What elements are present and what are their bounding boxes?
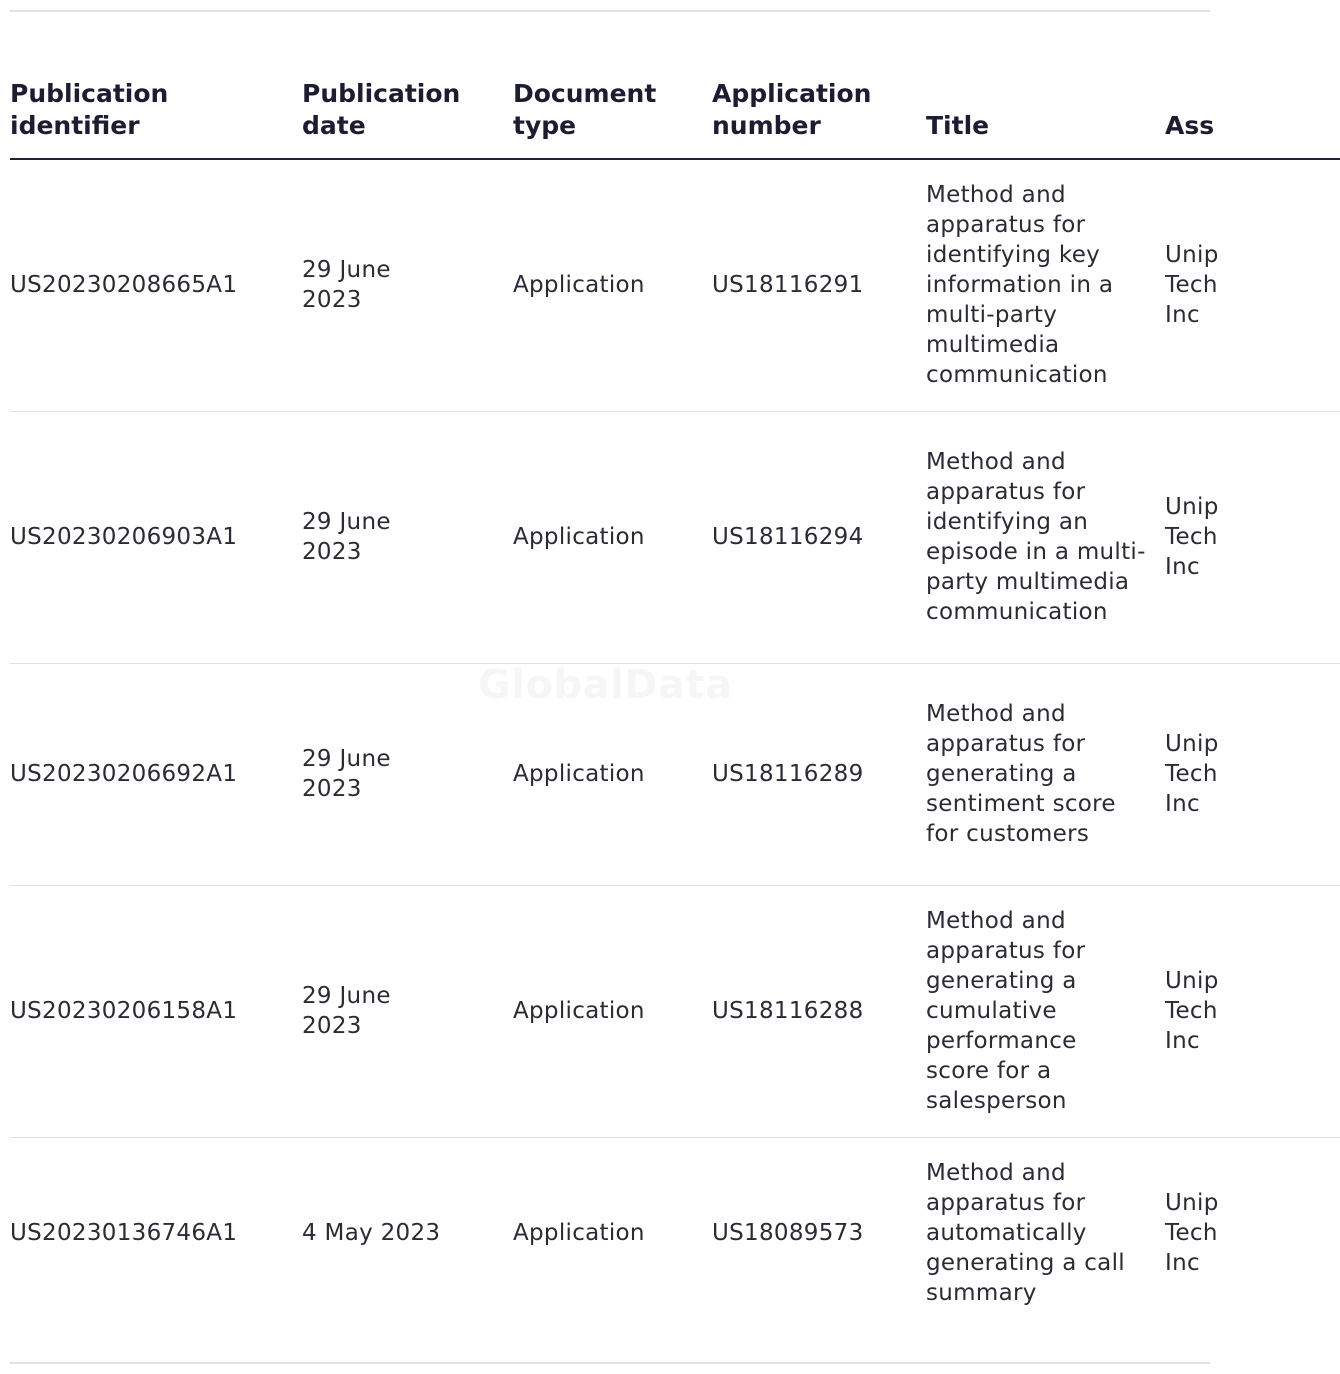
cell-publication-identifier: US20230206158A1 [10, 885, 302, 1137]
cell-assignee [1165, 159, 1340, 411]
cell-application-number: US18116289 [712, 663, 926, 885]
cell-publication-identifier: US20230206692A1 [10, 663, 302, 885]
assignee-text: Unip Tech Inc [1165, 731, 1219, 817]
patents-table [10, 78, 1340, 1329]
publication-date-text: 29 June 2023 [302, 509, 391, 565]
cell-title: Method and apparatus for generating a sentiment score for customers [926, 663, 1165, 885]
cell-document-type: Application [513, 159, 712, 411]
cell-application-number: US18089573 [712, 1220, 864, 1247]
table-row [10, 159, 1340, 411]
header-publication-date: Publication date [302, 78, 513, 159]
cell-publication-identifier: US20230208665A1 [10, 159, 302, 411]
table-row [10, 411, 1340, 663]
cell-publication-date [302, 663, 513, 885]
cell-title: Method and apparatus for automatically generating a call summary [926, 1160, 1125, 1307]
cell-application-number: US18116294 [712, 411, 926, 663]
table-header [10, 78, 1340, 159]
header-row [10, 78, 1340, 159]
cell-title: Method and apparatus for identifying key information in a multi-party multimedia communication [926, 159, 1165, 411]
assignee-text: Unip Tech Inc [1165, 494, 1219, 580]
table-row [10, 663, 1340, 885]
cell-document-type: Application [513, 885, 712, 1137]
table-row [10, 885, 1340, 1137]
publication-date-text: 29 June 2023 [302, 983, 391, 1039]
cell-application-number: US18116288 [712, 885, 926, 1137]
header-assignee: Ass [1165, 78, 1340, 159]
cell-publication-identifier: US20230136746A1 [10, 1220, 238, 1247]
assignee-text: Unip Tech Inc [1165, 242, 1219, 329]
cell-application-number: US18116291 [712, 159, 926, 411]
publication-date-text: 29 June 2023 [302, 746, 391, 802]
cell-document-type: Application [513, 663, 712, 885]
cell-publication-date [302, 1137, 513, 1329]
cell-document-type: Application [513, 411, 712, 663]
table-row [10, 1137, 1340, 1329]
cell-publication-identifier: US20230206903A1 [10, 411, 302, 663]
publication-date-text: 29 June 2023 [302, 257, 391, 314]
assignee-text: Unip Tech Inc [1165, 968, 1219, 1054]
patent-table-frame [10, 10, 1219, 1364]
cell-assignee [1165, 411, 1340, 663]
cell-assignee [1165, 1137, 1340, 1329]
publication-date-text: 4 May 2023 [302, 1220, 441, 1247]
header-document-type: Document type [513, 78, 712, 159]
cell-document-type: Application [513, 1220, 645, 1247]
header-title: Title [926, 78, 1165, 159]
header-publication-identifier: Publication identifier [10, 78, 302, 159]
cell-publication-date [302, 885, 513, 1137]
cell-title: Method and apparatus for identifying an episode in a multi-party multimedia communication [926, 411, 1165, 663]
cell-title: Method and apparatus for generating a cumulative performance score for a salesperson [926, 885, 1165, 1137]
table-body [10, 159, 1340, 1329]
cell-publication-date [302, 159, 513, 411]
header-application-number: Application number [712, 78, 926, 159]
cell-assignee [1165, 885, 1340, 1137]
cell-publication-date [302, 411, 513, 663]
cell-assignee [1165, 663, 1340, 885]
assignee-text: Unip Tech Inc [1165, 1190, 1219, 1277]
